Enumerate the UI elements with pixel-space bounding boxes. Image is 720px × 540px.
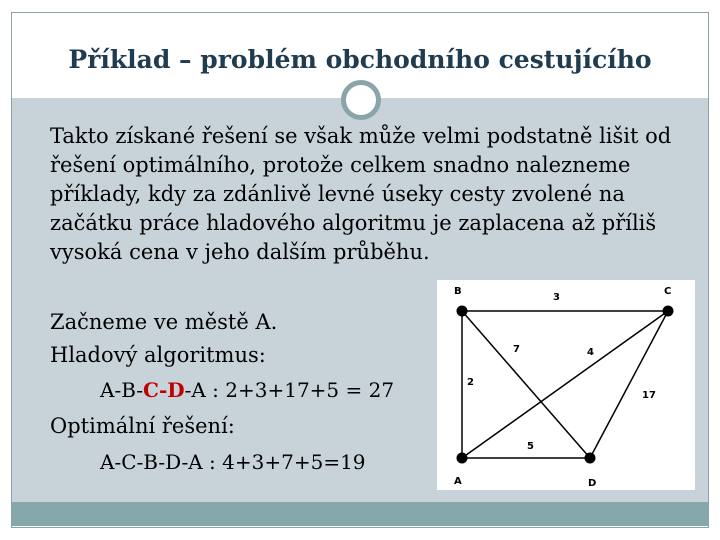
edge-label-c-d: 17 bbox=[642, 390, 656, 401]
node-label-a: A bbox=[454, 476, 462, 487]
graph-svg bbox=[437, 280, 695, 490]
node-d bbox=[585, 453, 596, 464]
node-label-c: C bbox=[664, 286, 672, 297]
node-b bbox=[457, 306, 468, 317]
greedy-path bbox=[100, 378, 394, 402]
greedy-heading: Hladový algoritmus: bbox=[50, 343, 266, 367]
optimal-path-route: A-C-B-D-A bbox=[100, 450, 203, 474]
greedy-path-start: A-B- bbox=[100, 378, 144, 402]
optimal-heading: Optimální řešení: bbox=[50, 414, 235, 438]
edge-label-b-d: 7 bbox=[513, 344, 520, 355]
edge-a-c bbox=[462, 311, 668, 458]
optimal-path bbox=[100, 450, 366, 474]
bottom-bar bbox=[12, 502, 708, 526]
edge-c-d bbox=[590, 311, 668, 458]
start-line: Začneme ve městě A. bbox=[50, 310, 278, 334]
edge-b-d bbox=[462, 311, 590, 458]
edge-label-a-c: 4 bbox=[587, 347, 594, 358]
graph-diagram bbox=[437, 280, 695, 490]
optimal-path-sum: : 4+3+7+5=19 bbox=[202, 450, 366, 474]
slide-title: Příklad – problém obchodního cestujícího bbox=[68, 45, 652, 74]
node-c bbox=[663, 306, 674, 317]
node-a bbox=[457, 453, 468, 464]
greedy-path-highlight: C-D bbox=[143, 378, 185, 402]
edge-label-a-b: 2 bbox=[467, 377, 474, 388]
explanation-paragraph: Takto získané řešení se však může velmi podstatně lišit od řešení optimálního, protože celkem snadno nalezneme příklady, kdy za zdánlivě levné úseky cesty zvolené na začátku práce hladového algoritmu je zaplacena až příliš vysoká cena v jeho dalším průběhu. bbox=[50, 124, 672, 264]
divider-circle-icon bbox=[341, 80, 381, 120]
greedy-path-sum: : 2+3+17+5 = 27 bbox=[205, 378, 395, 402]
edge-label-a-d: 5 bbox=[527, 441, 534, 452]
edge-label-b-c: 3 bbox=[553, 292, 560, 303]
node-label-b: B bbox=[454, 286, 462, 297]
greedy-path-tail: -A bbox=[184, 378, 206, 402]
node-label-d: D bbox=[588, 478, 597, 489]
